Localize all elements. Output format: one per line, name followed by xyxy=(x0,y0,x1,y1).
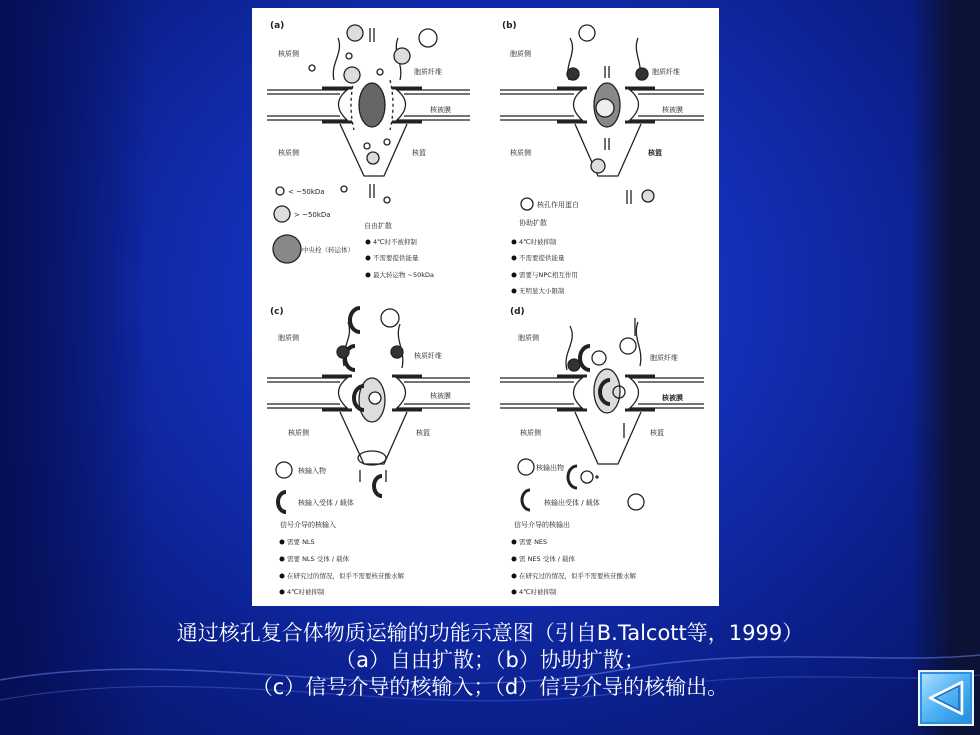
panel-a-basket-label: 核篮 xyxy=(412,149,426,157)
panel-d-legend-receptor: 核输出受体 / 载体 xyxy=(544,499,600,507)
panel-b-nucleoplasm-label: 核质侧 xyxy=(510,149,531,157)
caption-line-2: （a）自由扩散；（b）协助扩散； xyxy=(335,648,645,672)
panel-a-fibril-label: 胞质纤维 xyxy=(414,68,442,76)
panel-a-envelope-label: 核被膜 xyxy=(430,106,451,114)
back-triangle-icon xyxy=(918,670,974,726)
panel-a-heading: 自由扩散 xyxy=(364,222,392,230)
panel-b-bullet-4: 无明显大小限制 xyxy=(519,287,565,295)
panel-a-bullet-1: 4℃时不被抑制 xyxy=(373,238,417,246)
panel-a-letter: (a) xyxy=(270,21,285,31)
panel-b-letter: (b) xyxy=(502,21,517,31)
panel-c-bullet-3: 在研究过的情况，似乎不需要核苷酸水解 xyxy=(287,572,404,580)
panel-a-nucleoplasm-label: 核质侧 xyxy=(278,149,299,157)
panel-c-legend-cargo: 核输入物 xyxy=(298,467,326,475)
panel-c-envelope-label: 核被膜 xyxy=(430,392,451,400)
panel-c-cytoplasm-label: 胞质侧 xyxy=(278,334,299,342)
panel-a-bullet-2: 不需要提供能量 xyxy=(373,254,419,262)
panel-d-envelope-label: 核被膜 xyxy=(662,394,683,402)
panel-b-heading: 协助扩散 xyxy=(519,219,547,227)
panel-b-legend: 核孔作用蛋白 xyxy=(537,201,579,209)
panel-c-fibril-label: 核质纤维 xyxy=(414,352,442,360)
panel-c-bullet-4: 4℃时被抑制 xyxy=(287,588,325,596)
npc-transport-figure xyxy=(252,8,719,606)
panel-b-fibril-label: 胞质纤维 xyxy=(652,68,680,76)
figure-drawing xyxy=(252,8,719,606)
panel-a-cytoplasm-label: 核质侧 xyxy=(278,50,299,58)
panel-c-letter: (c) xyxy=(270,307,284,317)
back-button[interactable] xyxy=(918,670,974,726)
caption-line-3: （c）信号介导的核输入；（d）信号介导的核输出。 xyxy=(251,675,729,699)
panel-d-letter: (d) xyxy=(510,307,525,317)
panel-c-bullet-1: 需要 NLS xyxy=(287,538,315,546)
panel-d-cytoplasm-label: 胞质侧 xyxy=(518,334,539,342)
panel-b-cytoplasm-label: 胞质侧 xyxy=(510,50,531,58)
caption-line-1: 通过核孔复合体物质运输的功能示意图（引自B.Talcott等，1999） xyxy=(176,621,804,645)
panel-b-envelope-label: 核被膜 xyxy=(662,106,683,114)
panel-a-legend-center: 中央栓（转运体） xyxy=(302,246,354,254)
panel-d-bullet-2: 需 NES 受体 / 载体 xyxy=(519,555,576,563)
panel-c-basket-label: 核篮 xyxy=(416,429,430,437)
panel-a-legend-large: > ~50kDa xyxy=(294,211,331,219)
panel-c-bullet-2: 需要 NLS 受体 / 载体 xyxy=(287,555,350,563)
panel-d-basket-label: 核篮 xyxy=(650,429,664,437)
panel-d-bullet-3: 在研究过的情况，似乎不需要核苷酸水解 xyxy=(519,572,636,580)
panel-b-bullet-3: 需要与NPC相互作用 xyxy=(519,271,578,279)
panel-d-fibril-label: 胞质纤维 xyxy=(650,354,678,362)
panel-c-legend-receptor: 核输入受体 / 载体 xyxy=(298,499,354,507)
panel-b-basket-label: 核篮 xyxy=(648,149,662,157)
panel-c-heading: 信号介导的核输入 xyxy=(280,521,336,529)
panel-d-legend-cargo: 核输出物 xyxy=(536,464,564,472)
panel-b-bullet-1: 4℃时被抑制 xyxy=(519,238,557,246)
panel-a-bullet-3: 最大转运物 ~50kDa xyxy=(373,271,435,279)
panel-d-heading: 信号介导的核输出 xyxy=(514,521,570,529)
panel-c-nucleoplasm-label: 核质侧 xyxy=(288,429,309,437)
panel-b-bullet-2: 不需要提供能量 xyxy=(519,254,565,262)
panel-d-bullet-4: 4℃时被抑制 xyxy=(519,588,557,596)
panel-d-bullet-1: 需要 NES xyxy=(519,538,548,546)
panel-a-legend-small: < ~50kDa xyxy=(288,188,325,196)
panel-d-nucleoplasm-label: 核质侧 xyxy=(520,429,541,437)
